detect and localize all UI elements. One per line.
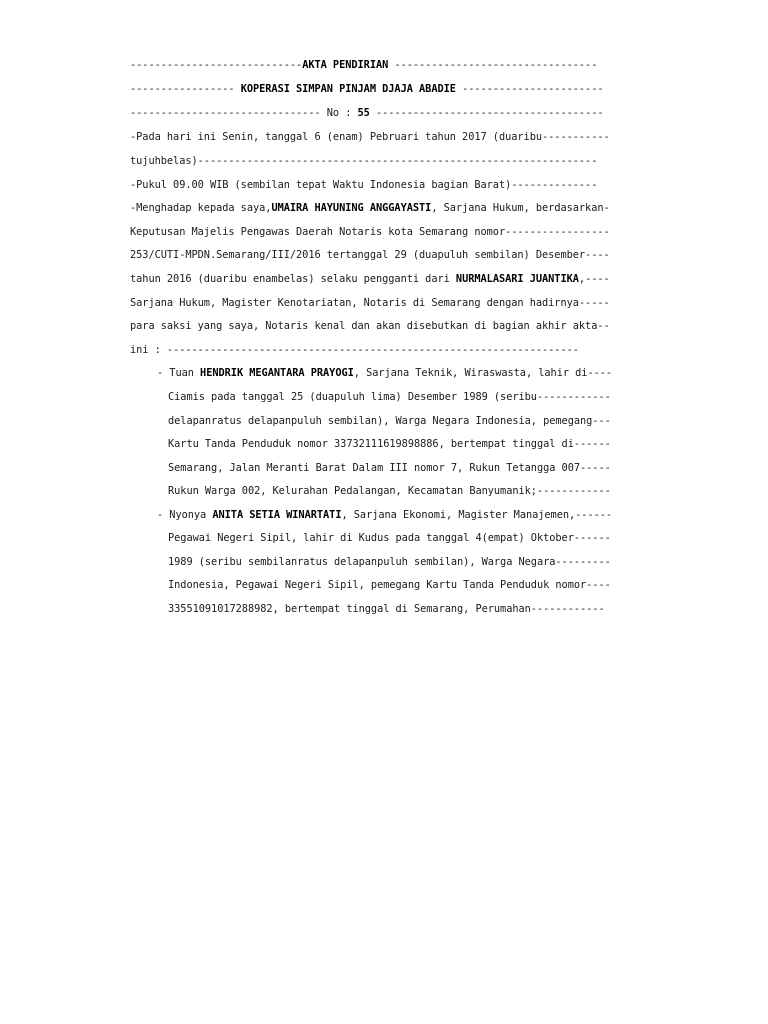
party-line: 1989 (seribu sembilanratus delapanpuluh sembilan), Warga Negara--------- (168, 556, 611, 568)
party-line: Rukun Warga 002, Kelurahan Pedalangan, Kecamatan Banyumanik;------------ (168, 485, 611, 497)
body-line: Keputusan Majelis Pengawas Daerah Notaris kota Semarang nomor----------------- (130, 226, 610, 238)
party-line: 33551091017288982, bertempat tinggal di Semarang, Perumahan------------ (168, 603, 605, 615)
party-name: ANITA SETIA WINARTATI (212, 509, 342, 521)
party-line: Semarang, Jalan Meranti Barat Dalam III nomor 7, Rukun Tetangga 007----- (168, 462, 611, 474)
body-line: Sarjana Hukum, Magister Kenotariatan, Notaris di Semarang dengan hadirnya----- (130, 297, 610, 309)
party-name: HENDRIK MEGANTARA PRAYOGI (200, 367, 354, 379)
party-prefix: - Nyonya (157, 509, 213, 521)
notary-name: NURMALASARI JUANTIKA (455, 273, 579, 285)
body-text: ,---- (578, 273, 610, 285)
heading-dashes: --------------------------------- (388, 59, 598, 71)
heading-akta-pendirian (130, 54, 645, 77)
body-line: -Pada hari ini Senin, tanggal 6 (enam) Pebruari tahun 2017 (duaribu----------- (130, 131, 610, 143)
heading-dashes: ---------------------------- (130, 59, 303, 71)
party-text: , Sarjana Ekonomi, Magister Manajemen,------ (341, 509, 613, 521)
body-text: , Sarjana Hukum, berdasarkan- (431, 202, 610, 214)
party-line: Kartu Tanda Penduduk nomor 3373211161989888​6, bertempat tinggal di------ (168, 438, 611, 450)
party-text: , Sarjana Teknik, Wiraswasta, lahir di---- (353, 367, 613, 379)
party-item (157, 362, 672, 385)
notary-substitute-name: UMAIRA HAYUNING ANGGAYASTI (271, 202, 432, 214)
body-line: para saksi yang saya, Notaris kenal dan akan disebutkan di bagian akhir akta-- (130, 320, 610, 332)
party-line: Indonesia, Pegawai Negeri Sipil, pemegang Kartu Tanda Penduduk nomor---- (168, 579, 611, 591)
number-label: No : (326, 107, 358, 119)
body-line (130, 197, 645, 220)
heading-koperasi (130, 78, 645, 101)
deed-number: 55 (357, 107, 370, 119)
body-line: 253/CUTI-MPDN.Semarang/III/2016 tertanggal 29 (duapuluh sembilan) Desember---- (130, 249, 610, 261)
heading-dashes: ------------------------------------- (369, 107, 604, 119)
heading-dashes: ----------------- (130, 83, 241, 95)
party-prefix: - Tuan (157, 367, 201, 379)
body-line: tujuhbelas)----------------------------------------------------------------- (130, 155, 598, 167)
party-line: Pegawai Negeri Sipil, lahir di Kudus pada tanggal 4(empat) Oktober------ (168, 532, 611, 544)
heading-dashes: ----------------------- (455, 83, 604, 95)
body-text: -Menghadap kepada saya, (130, 202, 272, 214)
body-line: ini : ------------------------------------------------------------------- (130, 344, 579, 356)
body-line (130, 268, 645, 291)
heading-number (130, 102, 645, 125)
cooperative-name: KOPERASI SIMPAN PINJAM DJAJA ABADIE (240, 83, 456, 95)
document-title: AKTA PENDIRIAN (302, 59, 389, 71)
party-item (157, 504, 672, 527)
body-line: -Pukul 09.00 WIB (sembilan tepat Waktu Indonesia bagian Barat)-------------- (130, 179, 598, 191)
party-line: delapanratus delapanpuluh sembilan), Warga Negara Indonesia, pemegang--- (168, 415, 611, 427)
party-line: Ciamis pada tanggal 25 (duapuluh lima) Desember 1989 (seribu------------ (168, 391, 611, 403)
heading-dashes: ------------------------------- (130, 107, 327, 119)
body-text: tahun 2016 (duaribu enambelas) selaku pengganti dari (130, 273, 456, 285)
